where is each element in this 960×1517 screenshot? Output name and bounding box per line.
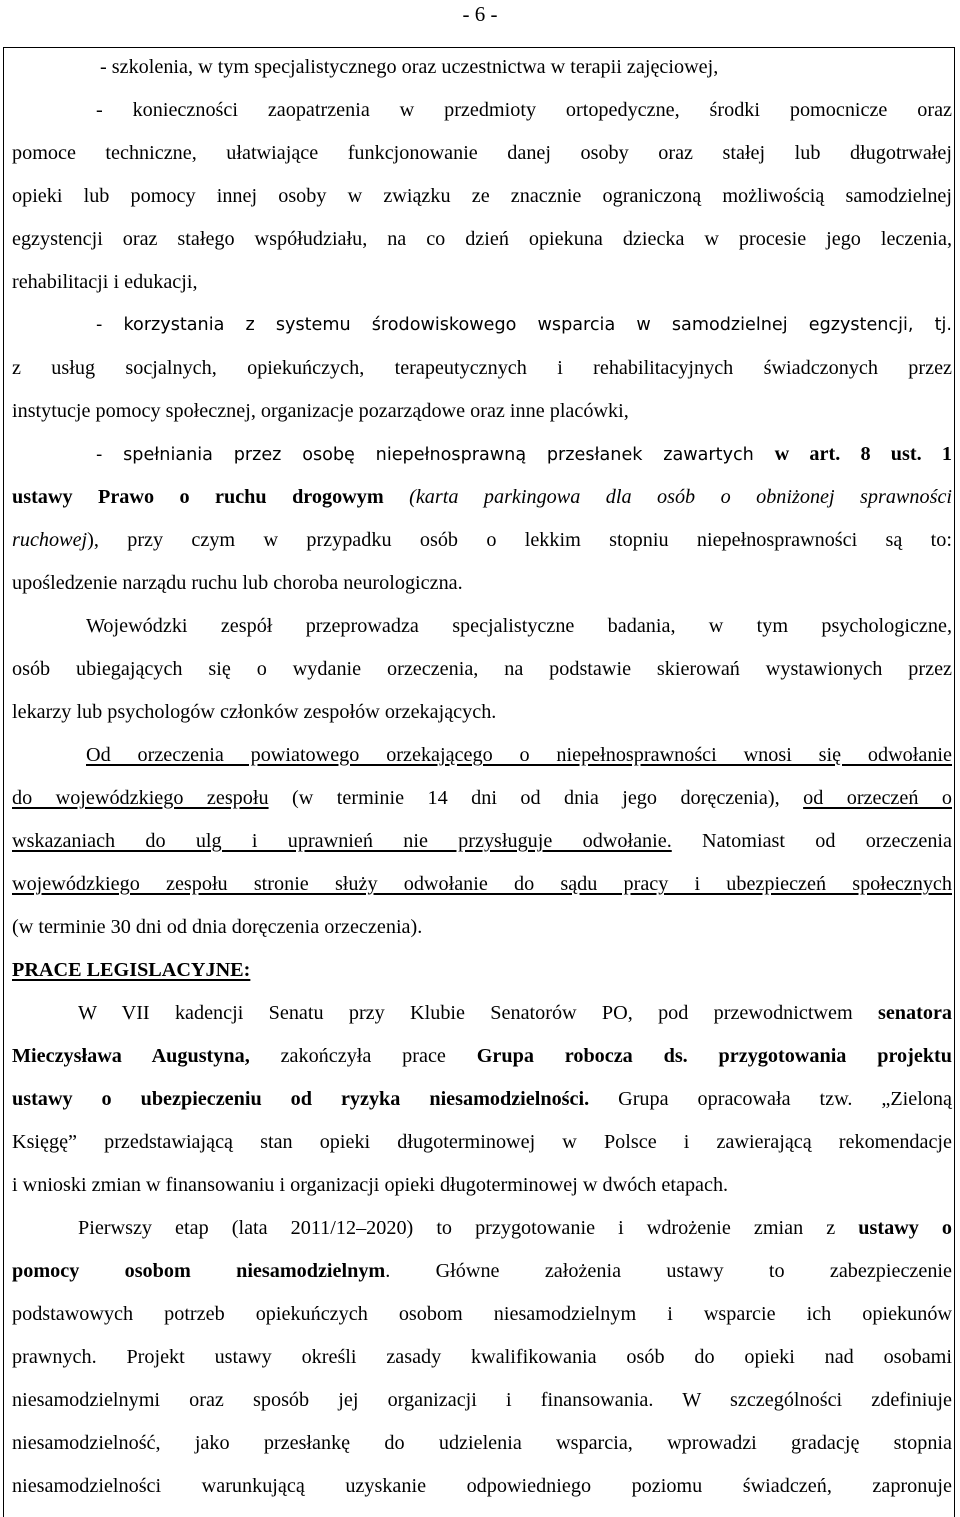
- text-run: zakończyła prace: [249, 1045, 477, 1067]
- text-run: Mieczysława Augustyna,: [12, 1045, 250, 1067]
- text-line: [78, 1000, 952, 1026]
- text-run: . Główne założenia ustawy to zabezpieczenie: [385, 1260, 953, 1282]
- text-line: [12, 1086, 952, 1112]
- text-line: pomoce techniczne, ułatwiające funkcjonowanie danej osoby oraz stałej lub długotrwałej: [12, 142, 952, 164]
- text-line: egzystencji oraz stałego współudziału, na co dzień opiekuna dziecka w procesie jego leczenia,: [12, 228, 952, 250]
- text-line: [78, 1215, 952, 1241]
- section-heading: PRACE LEGISLACYJNE:: [12, 959, 251, 981]
- text-line: [12, 527, 952, 553]
- text-run: pomocy osobom niesamodzielnym: [12, 1260, 386, 1282]
- text-run: ), przy czym w przypadku osób o lekkim stopniu niepełnosprawności są to:: [87, 529, 952, 551]
- text-line: [12, 1258, 952, 1284]
- text-run: wskazaniach do ulg i uprawnień nie przysługuje odwołanie.: [12, 830, 672, 852]
- text-run: Grupa opracowała tzw. „Zieloną: [589, 1088, 952, 1110]
- text-line: osób ubiegających się o wydanie orzeczenia, na podstawie skierowań wystawionych przez: [12, 658, 952, 680]
- text-line: [12, 828, 952, 854]
- text-run: senatora: [877, 1002, 952, 1024]
- legal-reference: w art. 8 ust. 1: [774, 443, 952, 465]
- text-line: - szkolenia, w tym specjalistycznego oraz uczestnictwa w terapii zajęciowej,: [100, 56, 719, 78]
- text-line: Księgę” przedstawiającą stan opieki długoterminowej w Polsce i zawierającą rekomendacje: [12, 1131, 952, 1153]
- text-line: opieki lub pomocy innej osoby w związku ze znacznie ograniczoną możliwością samodzielnej: [12, 185, 952, 207]
- text-run: ustawy o: [858, 1217, 953, 1239]
- text-line: rehabilitacji i edukacji,: [12, 271, 198, 293]
- text-run: od orzeczeń o: [803, 787, 952, 809]
- text-line: niesamodzielność, jako przesłankę do udzielenia wsparcia, wprowadzi gradację stopnia: [12, 1432, 952, 1454]
- text-line: niesamodzielnymi oraz sposób jej organizacji i finansowania. W szczególności zdefiniuje: [12, 1389, 952, 1411]
- legal-reference: ustawy Prawo o ruchu drogowym: [12, 486, 384, 508]
- text-line: lekarzy lub psychologów członków zespołów orzekających.: [12, 701, 497, 723]
- text-run: W VII kadencji Senatu przy Klubie Senatorów PO, pod przewodnictwem: [78, 1002, 878, 1024]
- text-line: z usług socjalnych, opiekuńczych, terapeutycznych i rehabilitacyjnych świadczonych przez: [12, 357, 952, 379]
- text-run: (w terminie 14 dni od dnia jego doręczenia),: [268, 787, 804, 809]
- text-line: instytucje pomocy społecznej, organizacje pozarządowe oraz inne placówki,: [12, 400, 629, 422]
- text-line: prawnych. Projekt ustawy określi zasady kwalifikowania osób do opieki nad osobami: [12, 1346, 952, 1368]
- text-line: podstawowych potrzeb opiekuńczych osobom niesamodzielnym i wsparcie ich opiekunów: [12, 1303, 952, 1325]
- text-line: [12, 785, 952, 811]
- text-line: (w terminie 30 dni od dnia doręczenia orzeczenia).: [12, 916, 423, 938]
- page-number: - 6 -: [462, 2, 498, 26]
- text-line: [96, 441, 952, 467]
- text-run: (karta parkingowa dla osób o obniżonej sprawności: [409, 486, 953, 508]
- text-run: ruchowej: [12, 529, 88, 551]
- text-line: [12, 484, 952, 510]
- text-line: wojewódzkiego zespołu stronie służy odwołanie do sądu pracy i ubezpieczeń społecznych: [12, 873, 952, 895]
- text-run: Grupa robocza ds. przygotowania projektu: [476, 1045, 953, 1067]
- text-line: Od orzeczenia powiatowego orzekającego o niepełnosprawności wnosi się odwołanie: [86, 744, 952, 766]
- text-line: - konieczności zaopatrzenia w przedmioty ortopedyczne, środki pomocnicze oraz: [96, 99, 952, 121]
- text-line: [12, 1043, 952, 1069]
- text-line: - korzystania z systemu środowiskowego wsparcia w samodzielnej egzystencji, tj.: [96, 315, 952, 335]
- text-line: i wnioski zmian w finansowaniu i organizacji opieki długoterminowej w dwóch etapach.: [12, 1174, 729, 1196]
- text-line: niesamodzielności warunkującą uzyskanie odpowiedniego poziomu świadczeń, zapronuje: [12, 1475, 952, 1497]
- text-run: Pierwszy etap (lata 2011/12–2020) to przygotowanie i wdrożenie zmian z: [78, 1217, 859, 1239]
- text-run: ustawy o ubezpieczeniu od ryzyka niesamodzielności.: [12, 1088, 590, 1110]
- text-run: Natomiast od orzeczenia: [671, 830, 952, 852]
- text-run: - spełniania przez osobę niepełnosprawną przesłanek zawartych: [96, 445, 775, 465]
- page-frame: [3, 47, 955, 1517]
- text-run: do wojewódzkiego zespołu: [12, 787, 269, 809]
- text-line: Wojewódzki zespół przeprowadza specjalistyczne badania, w tym psychologiczne,: [86, 615, 952, 637]
- text-line: upośledzenie narządu ruchu lub choroba neurologiczna.: [12, 572, 463, 594]
